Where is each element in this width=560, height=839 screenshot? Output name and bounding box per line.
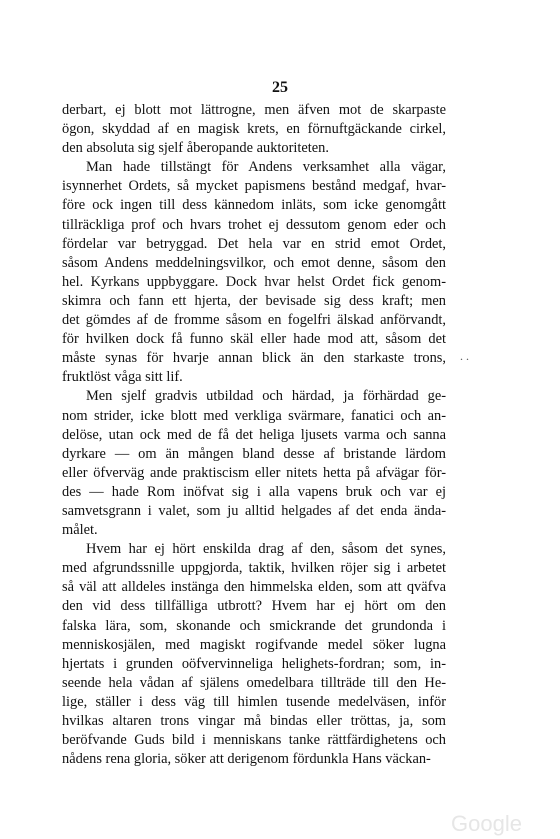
text-line: eller öfverväg ande praktiscism eller nitets hetta på afvägar för- (62, 464, 446, 481)
text-line: hjertats i grunden oöfvervinneliga helighets-fordran; som, in- (62, 655, 446, 672)
text-line: falska lära, som, skonande och smickrande det grundonda i (62, 617, 446, 634)
text-line: menniskosjälen, med magiskt rogifvande medel söker lugna (62, 636, 446, 653)
margin-mark: . . (460, 349, 469, 363)
paragraph (62, 387, 446, 540)
text-line: Hvem har ej hört enskilda drag af den, såsom det synes, (86, 541, 446, 558)
text-line: Man hade tillstängt för Andens verksamhet alla vägar, (86, 159, 446, 176)
text-line: hel. Kyrkans uppbyggare. Dock hvar helst Ordet fick genom- (62, 273, 446, 290)
text-line: dyrkare — om än mången bland desse af bristande lärdom (62, 445, 446, 462)
text-line: målet. (62, 522, 98, 539)
text-line: lige, ställer i dess väg till himlen tusende medelväsen, inför (62, 693, 446, 710)
text-line: såsom Andens meddelningsvilkor, och emot denne, såsom den (62, 254, 446, 271)
text-line: des — hade Rom inöfvat sig i alla vapens bruk och var ej (62, 483, 446, 500)
text-line: så väl att alldeles instänga den himmelska elden, som att qväfva (62, 579, 446, 596)
text-line: samvetsgrann i valet, som ju alltid helgades af det enda ända- (62, 502, 446, 519)
paragraph (62, 540, 446, 769)
text-line: beröfvande Guds bild i menniskans tanke rättfärdighetens och (62, 732, 446, 749)
text-line: nådens rena gloria, söker att derigenom fördunkla Hans väckan- (62, 751, 431, 768)
text-line: derbart, ej blott mot lättrogne, men äfven mot de skarpaste (62, 102, 446, 118)
text-line: Men sjelf gradvis utbildad och härdad, ja förhärdad ge- (86, 388, 446, 405)
text-line: fördelar var betryggad. Det hela var en strid emot Ordet, (62, 235, 446, 252)
text-line: den vid dess tillfälliga utbrott? Hvem har ej hört om den (62, 598, 446, 615)
text-line: delöse, utan ock med de få det heliga ljusets varma och sanna (62, 426, 446, 443)
text-line: den absoluta sig sjelf åberopande auktoriteten. (62, 140, 329, 157)
text-line: fruktlöst våga sitt lif. (62, 369, 183, 386)
text-line: för hvilken dock få funno skäl eller hade mod att, såsom det (62, 331, 446, 348)
text-line: tillräckliga prof och hvars trohet ej dessutom genom eder och (62, 216, 446, 233)
watermark: Google (451, 811, 522, 836)
page-number: 25 (272, 79, 288, 96)
paragraph (62, 101, 446, 158)
text-line: måste synas för hvarje annan blick än den starkaste trons, (62, 350, 446, 367)
text-line: före ock ingen till dess kännedom inläts, som icke genomgått (62, 197, 446, 214)
text-line: med afgrundssnille uppgjorda, taktik, hvilken röjer sig i arbetet (62, 560, 446, 577)
text-line: ögon, skyddad af en magisk krets, en förnuftgäckande cirkel, (62, 121, 446, 138)
text-line: isynnerhet Ordets, så mycket papismens bestånd medgaf, hvar- (62, 178, 446, 195)
text-line: seende hela vådan af själens omedelbara tillträde till den He- (62, 674, 446, 691)
paragraph (62, 158, 446, 387)
text-line: skimra och fann ett hjerta, der bevisade sig dess kraft; men (62, 292, 446, 309)
text-block (62, 101, 446, 769)
text-line: hvilkas altaren trons vingar må bindas eller tröttas, ja, som (62, 713, 446, 729)
text-line: nom strider, icke blott med verkliga svärmare, fanatici och an- (62, 407, 446, 424)
text-line: det gömdes af de fromme såsom en fogelfri älskad anförvandt, (62, 312, 446, 329)
